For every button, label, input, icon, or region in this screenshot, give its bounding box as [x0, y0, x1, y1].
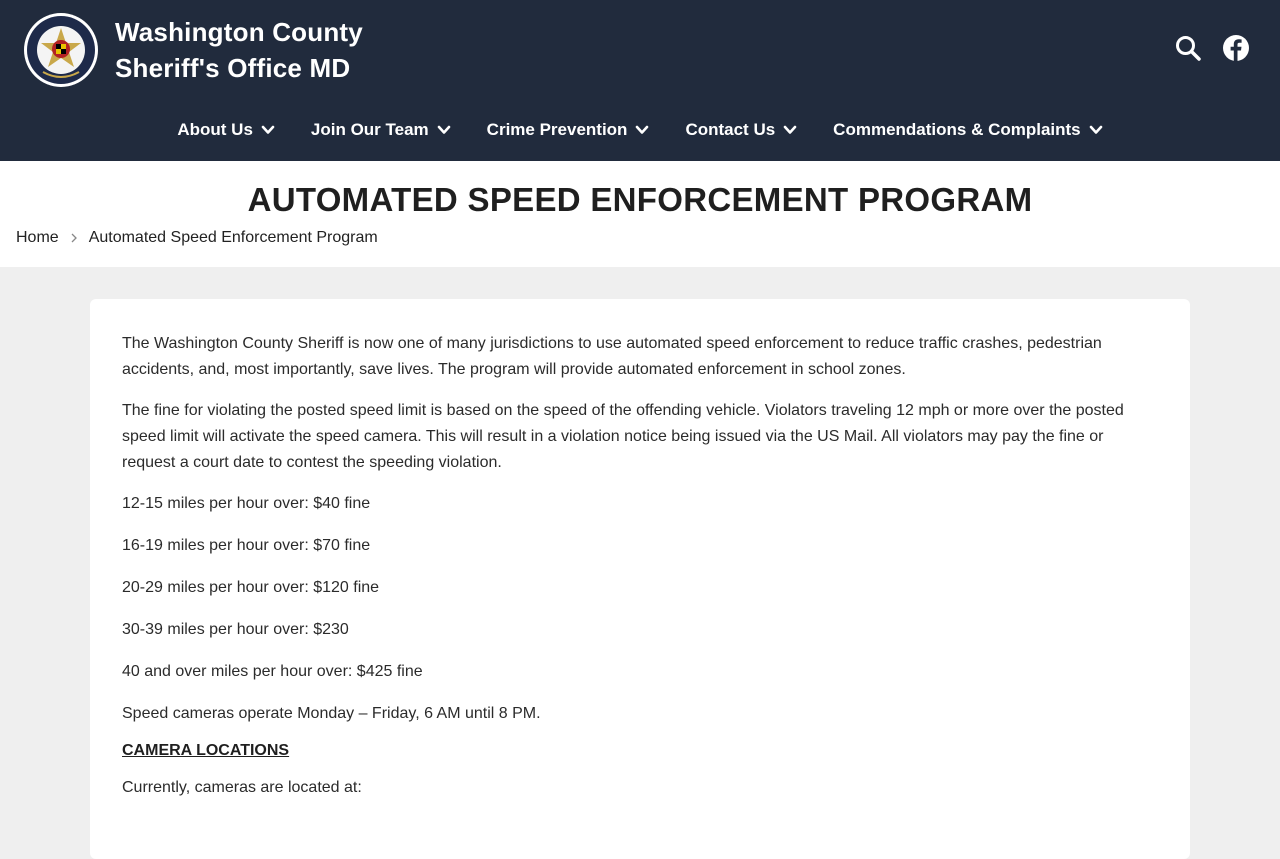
header-icons	[1174, 34, 1250, 62]
page-title: AUTOMATED SPEED ENFORCEMENT PROGRAM	[247, 181, 1033, 218]
content-card	[90, 299, 1190, 859]
site-header	[0, 0, 1280, 161]
breadcrumb	[16, 229, 378, 247]
facebook-icon[interactable]	[1222, 34, 1250, 62]
sheriff-badge-logo[interactable]	[23, 12, 99, 88]
nav-label: Crime Prevention	[486, 120, 628, 139]
chevron-down-icon	[261, 123, 275, 137]
site-title-line1: Washington County	[115, 17, 363, 47]
search-icon[interactable]	[1174, 34, 1202, 62]
site-title-line2: Sheriff's Office MD	[115, 53, 351, 83]
fine-item: 12-15 miles per hour over: $40 fine	[122, 495, 371, 512]
fine-item: 16-19 miles per hour over: $70 fine	[122, 537, 371, 554]
nav-label: Commendations & Complaints	[833, 120, 1081, 139]
fine-item: 40 and over miles per hour over: $425 fine	[122, 663, 423, 680]
schedule-paragraph: Speed cameras operate Monday – Friday, 6 AM until 8 PM.	[122, 705, 541, 722]
breadcrumb-home-link[interactable]: Home	[16, 229, 59, 246]
nav-label: Contact Us	[685, 120, 776, 139]
page-title-band	[0, 161, 1280, 267]
fine-item: 20-29 miles per hour over: $120 fine	[122, 579, 380, 596]
nav-commendations-complaints[interactable]	[815, 120, 1120, 140]
nav-contact-us[interactable]	[667, 120, 815, 140]
locations-intro: Currently, cameras are located at:	[122, 779, 362, 796]
chevron-down-icon	[437, 123, 451, 137]
chevron-down-icon	[1089, 123, 1103, 137]
intro-paragraph: The Washington County Sheriff is now one of many jurisdictions to use automated speed enforcement to reduce traffic crashes, pedestrian accidents, and, most importantly, save lives. The program will provide automated enforcement in school zones.	[122, 335, 1102, 378]
chevron-down-icon	[635, 123, 649, 137]
chevron-right-icon	[68, 232, 80, 244]
fine-info-paragraph: The fine for violating the posted speed limit is based on the speed of the offending vehicle. Violators traveling 12 mph or more over the posted speed limit will activate the speed camera. This will result in a violation notice being issued via the US Mail. All violators may pay the fine or request a court date to contest the speeding violation.	[122, 402, 1124, 471]
fine-item: 30-39 miles per hour over: $230	[122, 621, 349, 638]
breadcrumb-current: Automated Speed Enforcement Program	[88, 229, 378, 246]
chevron-down-icon	[783, 123, 797, 137]
nav-crime-prevention[interactable]	[469, 120, 668, 140]
nav-label: Join Our Team	[310, 120, 429, 139]
site-title[interactable]	[115, 14, 363, 86]
nav-join-our-team[interactable]	[293, 120, 469, 140]
main-nav	[0, 120, 1280, 140]
camera-locations-heading: CAMERA LOCATIONS	[122, 742, 290, 759]
nav-label: About Us	[177, 120, 253, 139]
nav-about-us[interactable]	[159, 120, 293, 140]
